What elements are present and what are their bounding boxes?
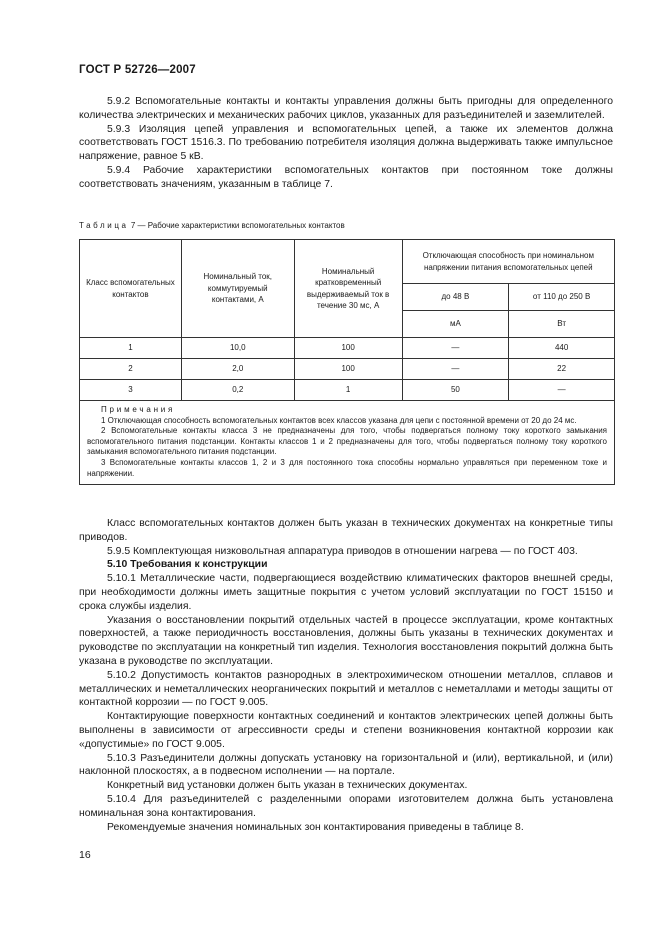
header-capacity: Отключающая способность при номинальном напряжении питания вспомогательных цепей	[402, 240, 614, 284]
paragraph-5-9-3: 5.9.3 Изоляция цепей управления и вспомогательных цепей, а также их элементов должна соответствовать ГОСТ 1516.3. По требованию потребителя изоляция должна выдерживать также импульсное напряжение, равное 5 кВ.	[79, 123, 613, 163]
table-cell: 50	[402, 380, 509, 401]
top-text-block	[79, 95, 613, 192]
bottom-text-block	[79, 517, 613, 834]
table-row	[80, 359, 615, 380]
header-sub-48v: до 48 В	[402, 284, 509, 311]
table-caption-label: Таблица	[79, 221, 129, 230]
note-1: 1 Отключающая способность вспомогательных контактов всех классов указана для цепи с постоянной времени от 20 до 24 мс.	[101, 415, 577, 425]
header-class: Класс вспомогательных контактов	[80, 240, 182, 338]
notes-heading: Примечания	[101, 405, 176, 414]
table-cell: —	[402, 338, 509, 359]
paragraph-5-9-4: 5.9.4 Рабочие характеристики вспомогательных контактов при постоянном токе должны соответствовать значениям, указанным в таблице 7.	[79, 164, 613, 190]
paragraph-5-10-3: 5.10.3 Разъединители должны допускать установку на горизонтальной и (или), вертикальной, и (или) наклонной плоскостях, а в подвесном исполнении — на портале.	[79, 752, 613, 778]
table-7	[79, 239, 615, 485]
note-2: 2 Вспомогательные контакты класса 3 не предназначены для того, чтобы подвергаться полному току короткого замыкания вспомогательного питания подстанции. Контакты классов 1 и 2 предназначены для того, чтобы подвергаться полному току короткого замыкания вспомогательного питания подстанции.	[87, 426, 607, 457]
table-cell: 2,0	[181, 359, 294, 380]
header-unit-ma: мА	[402, 311, 509, 338]
table-caption-text: 7 — Рабочие характеристики вспомогательных контактов	[130, 221, 345, 230]
paragraph-contact-surfaces: Контактирующие поверхности контактных соединений и контактов электрических цепей должны быть выполнены в зависимости от агрессивности среды и степени возникновения контактной коррозии как «допустимые» по ГОСТ 9.005.	[79, 711, 613, 750]
paragraph-table-8-ref: Рекомендуемые значения номинальных зон контактирования приведены в таблице 8.	[107, 821, 524, 833]
paragraph-5-10-2: 5.10.2 Допустимость контактов разнородных в электрохимическом отношении металлов, сплавов и металлических и неметаллических неорганических покрытий и металлов с неметаллами и методы защиты от контактной коррозии — по ГОСТ 9.005.	[79, 669, 613, 709]
table-cell: —	[402, 359, 509, 380]
section-title-5-10: 5.10 Требования к конструкции	[107, 559, 268, 571]
table-cell: 10,0	[181, 338, 294, 359]
paragraph-5-10-1: 5.10.1 Металлические части, подвергающиеся воздействию климатических факторов внешней среды, при необходимости должны иметь защитные покрытия с учетом условий эксплуатации по ГОСТ 15150 и срока службы изделия.	[79, 573, 613, 612]
paragraph-5-9-2: 5.9.2 Вспомогательные контакты и контакты управления должны быть пригодны для определенного количества электрических и механических рабочих циклов, указанных для разъединителей и заземлителей.	[79, 96, 613, 121]
page-number: 16	[79, 849, 91, 861]
paragraph-5-10-4: 5.10.4 Для разъединителей с разделенными опорами изготовителем должна быть установлена номинальная зона контактирования.	[79, 793, 613, 819]
table-row	[80, 338, 615, 359]
document-header: ГОСТ Р 52726—2007	[79, 64, 196, 76]
table-cell: 1	[80, 338, 182, 359]
paragraph-class-note: Класс вспомогательных контактов должен быть указан в технических документах на конкретные типы приводов.	[79, 518, 613, 543]
table-row	[80, 380, 615, 401]
paragraph-5-9-5: 5.9.5 Комплектующая низковольтная аппаратура приводов в отношении нагрева — по ГОСТ 403.	[107, 545, 578, 557]
table-cell: 3	[80, 380, 182, 401]
table-cell: 1	[294, 380, 402, 401]
table-cell: 100	[294, 359, 402, 380]
table-cell: 100	[294, 338, 402, 359]
table-cell: 22	[509, 359, 615, 380]
paragraph-coating-restoration: Указания о восстановлении покрытий отдельных частей в процессе эксплуатации, кроме контактных поверхностей, а также периодичность восстановления, должны быть указаны в технических документах и руководстве по эксплуатации на конкретный тип изделия. Технология восстановления покрытий должна быть указана в руководстве по эксплуатации.	[79, 614, 613, 667]
paragraph-installation-type: Конкретный вид установки должен быть указан в технических документах.	[107, 780, 468, 792]
header-current: Номинальный ток, коммутируемый контактами, А	[181, 240, 294, 338]
table-cell: 440	[509, 338, 615, 359]
table-cell: —	[509, 380, 615, 401]
header-short-current: Номинальный кратковременный выдерживаемый ток в течение 30 мс, А	[294, 240, 402, 338]
header-sub-110-250v: от 110 до 250 В	[509, 284, 615, 311]
table-cell: 0,2	[181, 380, 294, 401]
table-notes	[80, 401, 615, 485]
header-unit-w: Вт	[509, 311, 615, 338]
note-3: 3 Вспомогательные контакты классов 1, 2 и 3 для постоянного тока способны нормально управляться при переменном токе и напряжении.	[87, 457, 607, 478]
table-caption	[79, 221, 345, 230]
table-cell: 2	[80, 359, 182, 380]
